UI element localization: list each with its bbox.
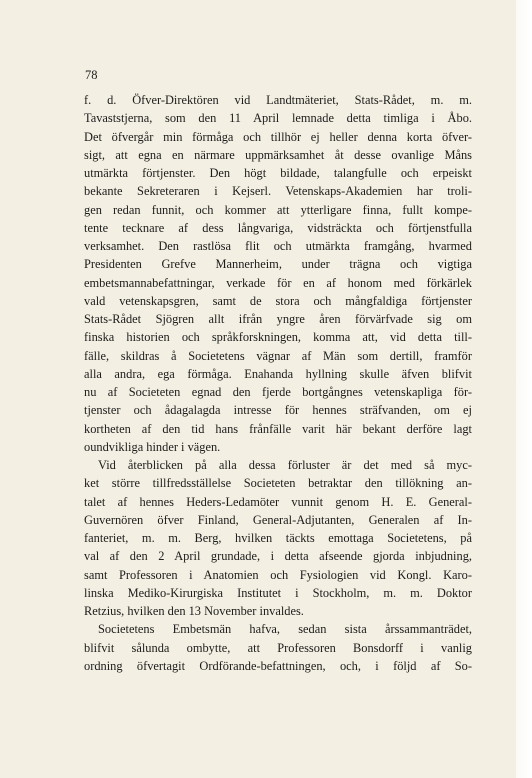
paragraph-end-line: Retzius, hvilken den 13 November invaldes. [84, 604, 304, 618]
text-line: ket större tillfredsställelse Societeten betraktar den tillökning an- [84, 476, 472, 491]
paragraph-start-line: Vid återblicken på alla dessa förluster är det med så myc- [98, 458, 472, 472]
text-line: verksamhet. Den rastlösa flit och utmärkta framgång, hvarmed [84, 239, 472, 253]
text-line: fälle, skildras å Societetens vägnar af Män som dertill, framför [84, 348, 472, 363]
text-line: embetsmannabefattningar, verkade för en af honom med förkärlek [84, 275, 472, 290]
page-number: 78 [85, 68, 98, 82]
text-line: Presidenten Grefve Mannerheim, under trägna och vigtiga [84, 257, 472, 272]
body-text [84, 91, 472, 675]
text-line: nu af Societeten egnad den fjerde bortgångnes vetenskapliga för- [84, 385, 472, 399]
text-line: sigt, att egna en närmare uppmärksamhet åt desse ovanlige Måns [84, 147, 472, 162]
text-line: fanteriet, m. m. Berg, hvilken täckts emottaga Societetens, på [84, 531, 472, 545]
text-line: samt Professoren i Anatomien och Fysiologien vid Kongl. Karo- [84, 567, 472, 582]
page-edge [516, 0, 532, 778]
text-line: gen redan funnit, och kommer att ytterligare finna, fullt kompe- [84, 202, 472, 217]
text-line: Tavaststjerna, som den 11 April lemnade detta timliga i Åbo. [84, 111, 472, 126]
text-line: blifvit sålunda ombytte, att Professoren Bonsdorff i vanlig [84, 640, 472, 655]
text-line: Guvernören öfver Finland, General-Adjutanten, Generalen af In- [84, 512, 472, 527]
text-line: finska historien och språkforskningen, komma att, vid detta till- [84, 330, 472, 345]
text-line: vald vetenskapsgren, samt de stora och mångfaldiga förtjenster [84, 293, 472, 308]
text-line: tente tecknare af dess långvariga, vidsträckta och förtjenstfulla [84, 220, 472, 235]
text-line: Det öfvergår min förmåga och tillhör ej heller denna korta öfver- [84, 129, 472, 144]
text-line: val af den 2 April grundade, i detta afseende gjorda inbjudning, [84, 549, 472, 564]
paragraph-start-line: Societetens Embetsmän hafva, sedan sista årssammanträdet, [98, 622, 472, 637]
paragraph-end-line: oundvikliga hinder i vägen. [84, 439, 221, 454]
text-line: Stats-Rådet Sjögren allt ifrån yngre åren förvärfvade sig om [84, 312, 472, 326]
text-line: tjenster och ådagalagda intresse för hennes sträfvanden, om ej [84, 403, 472, 418]
text-line: talet af hennes Heders-Ledamöter vunnit genom H. E. General- [84, 494, 472, 509]
text-line: alla andra, ega förmåga. Enahanda hyllning skulle äfven blifvit [84, 366, 472, 381]
text-line: utmärkta förtjenster. Den högt bildade, talangfulle och erpeiskt [84, 166, 472, 180]
text-line: kortheten af den tid hans frånfälle varit här bekant derföre lagt [84, 421, 472, 436]
text-line: linska Mediko-Kirurgiska Institutet i Stockholm, m. m. Doktor [84, 585, 472, 600]
text-line: bekante Sekreteraren i Kejserl. Vetenskaps-Akademien har troli- [84, 184, 472, 199]
text-line: f. d. Öfver-Direktören vid Landtmäteriet, Stats-Rådet, m. m. [84, 93, 472, 107]
text-line: ordning öfvertagit Ordförande-befattningen, och, i följd af So- [84, 658, 472, 673]
